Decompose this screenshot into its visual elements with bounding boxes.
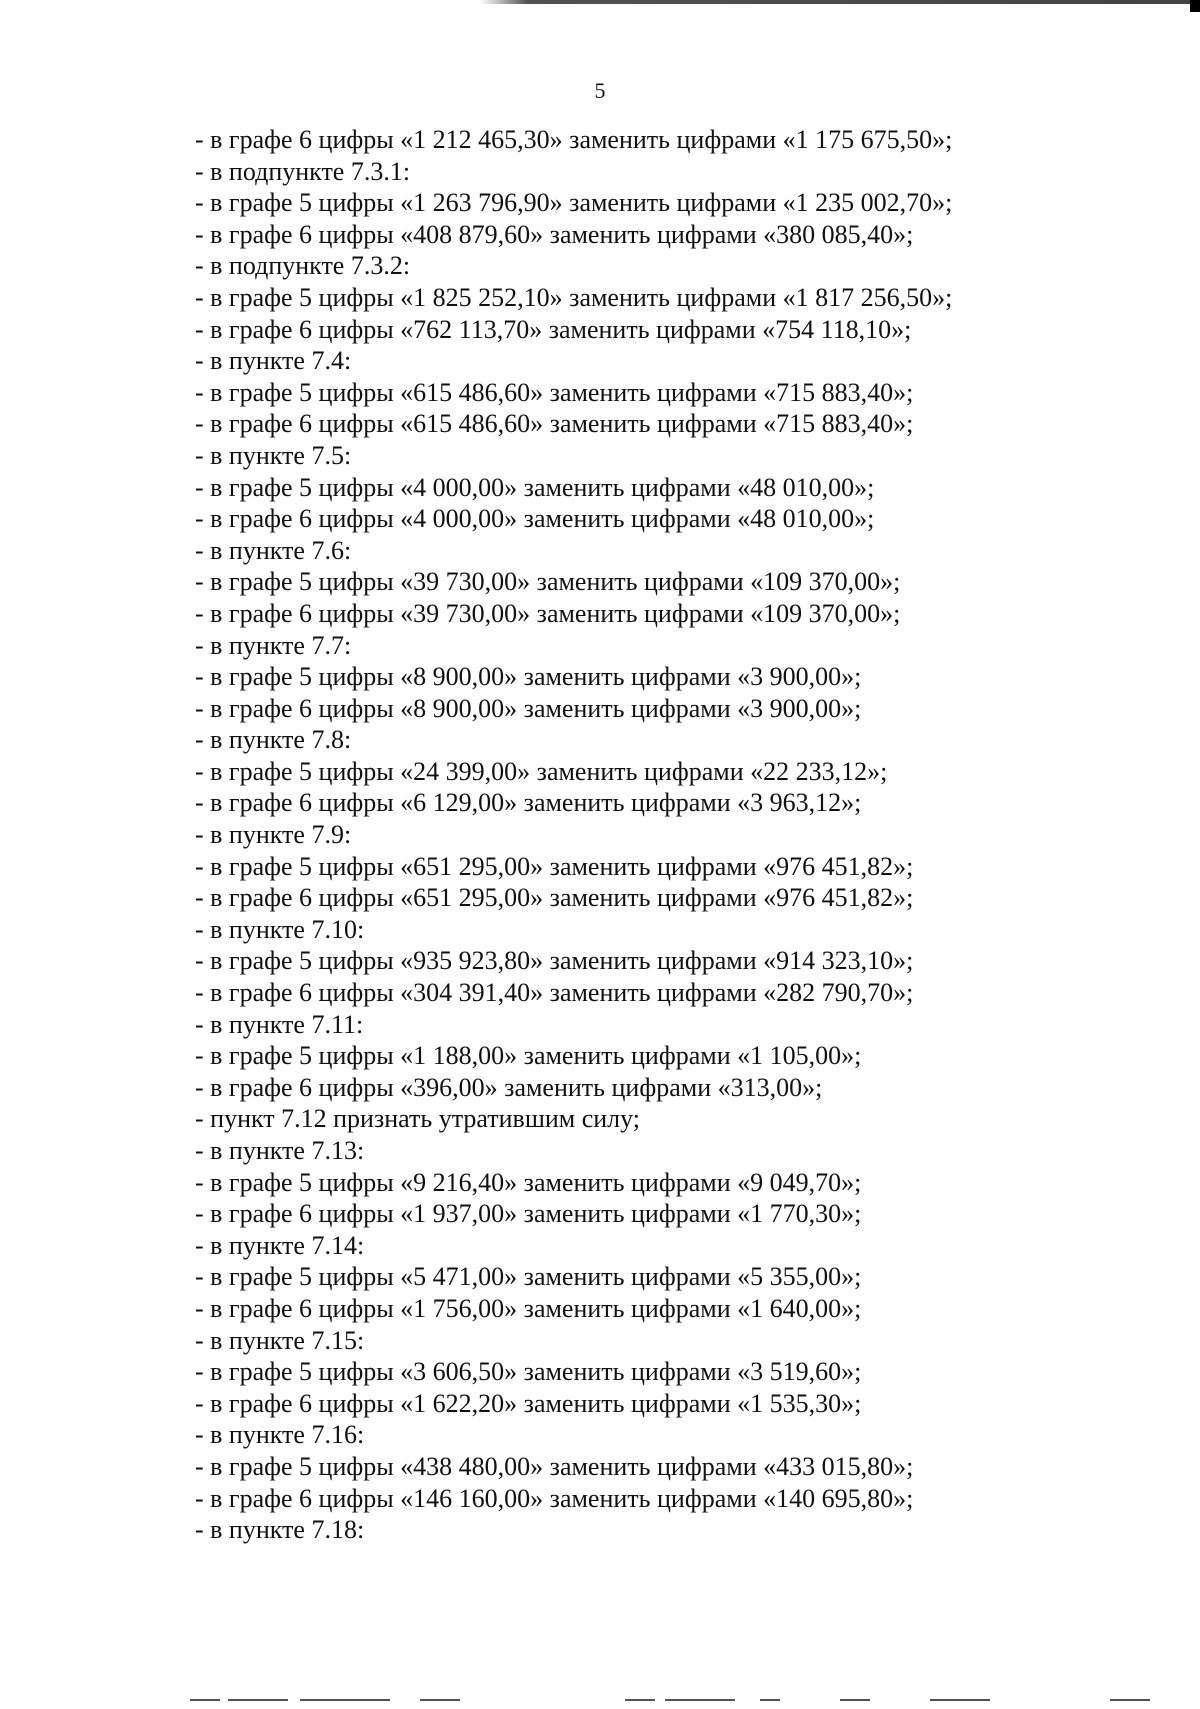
document-line: - в графе 6 цифры «408 879,60» заменить цифрами «380 085,40»; [195,219,914,249]
document-line: - в графе 6 цифры «1 212 465,30» заменить цифрами «1 175 675,50»; [195,125,953,154]
document-line: - в графе 5 цифры «24 399,00» заменить цифрами «22 233,12»; [195,756,888,786]
document-line: - в графе 6 цифры «762 113,70» заменить цифрами «754 118,10»; [195,314,912,344]
document-line: - в пункте 7.8: [195,725,352,755]
document-line: - в пункте 7.13: [195,1136,365,1165]
scan-corner-mark [1190,0,1200,12]
document-line: - в графе 5 цифры «1 188,00» заменить цифрами «1 105,00»; [195,1041,862,1071]
document-line: - в пункте 7.15: [195,1325,365,1355]
document-body [195,124,1095,1546]
document-line: - в графе 5 цифры «8 900,00» заменить цифрами «3 900,00»; [195,662,862,692]
document-line: - в пункте 7.10: [195,914,365,944]
document-line: - в графе 6 цифры «4 000,00» заменить цифрами «48 010,00»; [195,504,875,534]
document-line: - в графе 6 цифры «146 160,00» заменить цифрами «140 695,80»; [195,1483,914,1513]
document-line: - в графе 5 цифры «615 486,60» заменить цифрами «715 883,40»; [195,377,914,407]
scan-edge-top [0,0,1200,4]
document-line: - в графе 5 цифры «1 825 252,10» заменить цифрами «1 817 256,50»; [195,282,953,312]
document-line: - в графе 6 цифры «6 129,00» заменить цифрами «3 963,12»; [195,788,862,818]
document-line: - в пункте 7.7: [195,630,352,660]
document-line: - в графе 5 цифры «39 730,00» заменить цифрами «109 370,00»; [195,567,901,597]
document-line: - в графе 6 цифры «1 937,00» заменить цифрами «1 770,30»; [195,1199,862,1229]
page-number: 5 [594,78,606,103]
scan-edge-bottom [0,1697,1200,1703]
document-line: - в подпункте 7.3.2: [195,251,411,281]
document-line: - в графе 5 цифры «3 606,50» заменить цифрами «3 519,60»; [195,1357,862,1387]
document-line: - в пункте 7.18: [195,1515,365,1545]
document-line: - в графе 6 цифры «39 730,00» заменить цифрами «109 370,00»; [195,598,901,628]
document-line: - в графе 5 цифры «1 263 796,90» заменить цифрами «1 235 002,70»; [195,188,953,218]
document-line: - в графе 5 цифры «4 000,00» заменить цифрами «48 010,00»; [195,472,875,502]
document-line: - в пункте 7.14: [195,1230,365,1260]
document-line: - в графе 6 цифры «615 486,60» заменить цифрами «715 883,40»; [195,409,914,439]
document-line: - в пункте 7.4: [195,346,352,376]
document-line: - в пункте 7.16: [195,1420,365,1450]
document-line: - в графе 5 цифры «651 295,00» заменить цифрами «976 451,82»; [195,851,914,881]
document-line: - в пункте 7.6: [195,535,352,565]
document-line: - в графе 5 цифры «5 471,00» заменить цифрами «5 355,00»; [195,1262,862,1292]
document-line: - в графе 5 цифры «9 216,40» заменить цифрами «9 049,70»; [195,1167,862,1197]
document-line: - в графе 6 цифры «1 756,00» заменить цифрами «1 640,00»; [195,1293,862,1323]
document-line: - в графе 6 цифры «396,00» заменить цифрами «313,00»; [195,1072,823,1102]
document-line: - в графе 6 цифры «8 900,00» заменить цифрами «3 900,00»; [195,693,862,723]
document-line: - в графе 5 цифры «438 480,00» заменить цифрами «433 015,80»; [195,1451,914,1481]
document-line: - в пункте 7.9: [195,820,352,850]
document-line: - пункт 7.12 признать утратившим силу; [195,1104,641,1134]
document-line: - в пункте 7.5: [195,440,352,470]
document-line: - в графе 6 цифры «1 622,20» заменить цифрами «1 535,30»; [195,1388,862,1418]
document-line: - в графе 5 цифры «935 923,80» заменить цифрами «914 323,10»; [195,946,914,976]
document-line: - в подпункте 7.3.1: [195,156,411,186]
document-line: - в графе 6 цифры «651 295,00» заменить цифрами «976 451,82»; [195,883,914,913]
document-line: - в пункте 7.11: [195,1009,364,1039]
document-line: - в графе 6 цифры «304 391,40» заменить цифрами «282 790,70»; [195,978,914,1008]
